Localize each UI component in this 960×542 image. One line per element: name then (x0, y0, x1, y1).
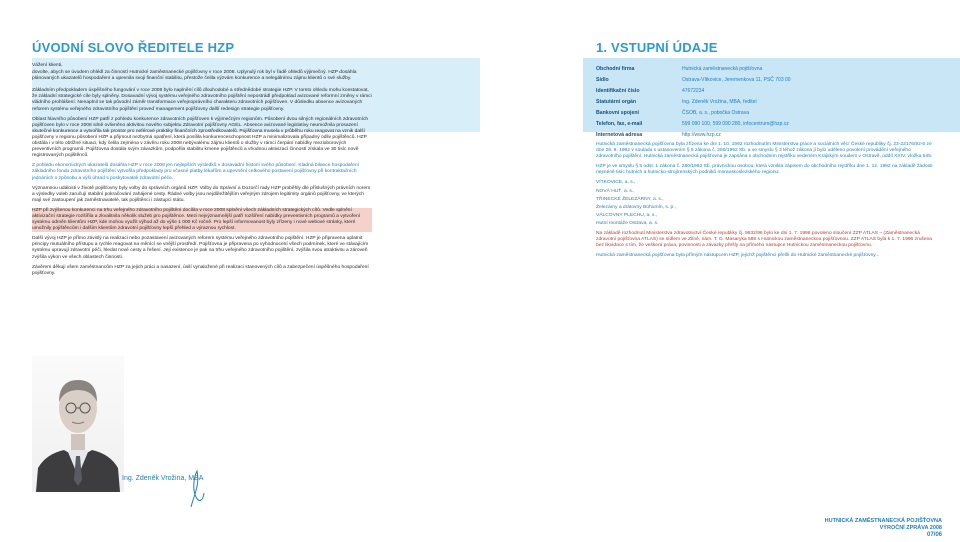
info-label: Statutární orgán (596, 98, 637, 105)
letter-paragraph: Z pohledu ekonomických ukazatelů dosáhla HZP v roce 2008 jen nejlepších výsledků v dosavadní historii svého působení. Kladná bilance hospodaření základního fondu zdravotního pojištění vytvořila předpoklady pro včasné platby lékařům a upevnění celkového postavení pojišťovny při kontraktačních jednáních o způsobu a výši úhrad s poskytovateli zdravotní péče. (32, 163, 359, 181)
section-title: 1. VSTUPNÍ ÚDAJE (596, 40, 718, 55)
director-name: Ing. Zdeněk Vrožina, MBA (122, 475, 204, 482)
info-row (596, 118, 956, 129)
info-label: Sídlo (596, 76, 609, 83)
page-title: ÚVODNÍ SLOVO ŘEDITELE HZP (32, 40, 235, 55)
page-number: 07/06 (926, 532, 942, 538)
letter-paragraph: Oblast hlavního působení HZP patří z pohledu konkurence zdravotních pojišťoven k výjimečným regionům. Působení dvou silných regionálních zdravotních pojišťoven bylo v roce 2008 silně ovlivněno aktivitou nového subjektu Zdravotní pojišťovny AGEL. Absence avizované legislativy neumožnila prosazení skutečné konkurence a vytvořila tak prostor pro neférové praktiky finančních zprostředkovatelů. Pojišťovna musela v průběhu roku reagovat na vznik další pojišťovny v regionu působení HZP a přijmout nezbytná opatření, která posílila konkurenceschopnost HZP a minimalizovala případný odliv pojištěnců. HZP obstála i v této obtížné situaci, kdy čelila zejména v závěru roku 2008 nebývalému zájmu klientů o služby v rámci čerpání nabídky mezioborových preventivních programů. Pojišťovna dostála svým závazkům, podpořila stabilitu kmene pojištěnců a vhodnou aktivizací činností získala ve 30 tisíc nově registrovaných pojištěnců. (32, 116, 369, 159)
founder-item: Hutní montáže Ostrava, a. s. (596, 220, 659, 226)
info-label: Bankovní spojení (596, 109, 639, 116)
info-label: Telefon, fax, e-mail (596, 120, 643, 127)
info-row (596, 85, 956, 96)
info-row (596, 63, 956, 74)
founder-item: Železárny a drátovny Bohumín, s. p., (596, 204, 676, 210)
salutation: Vážení klienti, (32, 63, 63, 68)
founder-item: NOVÁ HUŤ, a. s., (596, 188, 635, 194)
info-value: http://www.hzp.cz (682, 131, 721, 138)
footer-company: HUTNICKÁ ZAMĚSTNANECKÁ POJIŠŤOVNA (824, 518, 942, 524)
letter-paragraph: HZP při zvýšenou konkurenci na trhu veřejného zdravotního pojištění docílila v roce 2008 splnění všech základních strategických cílů. Vedle splnění aktivizační strategie rozšířila a zkvalitnila několik služeb pro pojištěnce. Mezi nejvýznamnější patří rozšíření nabídky preventivních programů a vytvoření systému odměn klientům HZP, kde mohou využít výhod až do výše 1 000 Kč ročně. Pro lepší informovanost byly zřízeny i nové webové stránky, které umožnily pojištěncům i dalším klientům zdravotní pojišťovny lepší přehled a výraznou rychlost. (32, 208, 372, 232)
info-row (596, 107, 956, 118)
letter-paragraph: Další vývoj HZP je přímo závislý na realizaci nebo pozastavení avizovaných reforem systému veřejného zdravotního pojištění. HZP je připravena uplatnit principy mutuálního přístupu a rychle reagovat na měnící se vnější prostředí. Pojišťovna je připravena po vyhodnocení všech podmínek, které ve stávajícím systému upravují zdravotní péči, hledat nové cesty a řešení. Její existence je pak na trhu veřejného zdravotního pojištění, zvýšila svou atraktivitu a zároveň zvýšila výkon ve všech oblastech činnosti. (32, 236, 369, 260)
info-value: Hutnická zaměstnanecká pojišťovna (682, 65, 763, 72)
founder-item: TŘINECKÉ ŽELEZÁRNY, a. s., (596, 196, 664, 202)
history-paragraph: Hutnická zaměstnanecká pojišťovna byla přímým nástupcem HZP, jejichž pojištěnci přešli do Hutnické zaměstnanecké pojišťovny... (596, 253, 880, 259)
director-letter (32, 63, 372, 281)
company-history (596, 142, 936, 263)
info-row (596, 96, 956, 107)
info-value: Ing. Zdeněk Vrožina, MBA, ředitel (682, 98, 757, 105)
company-info-table (596, 63, 956, 140)
history-paragraph: Na základě rozhodnutí Ministerstva zdravotnictví České republiky čj. 9632/96 bylo ke dni 1. 7. 1996 povoleno sloučení ZZP ATLAS – (Zaměstnanecká zdravotní pojišťovna ATLAS) se sídlem ve Zlíně, nám. T. G. Masaryka 588 s Hutnickou zaměstnaneckou pojišťovnou. ZZP ATLAS byla k 1. 7. 1996 zrušena bez likvidace s tím, že veškerá práva, povinnosti a závazky přešly na přímého nástupce Hutnickou zaměstnaneckou pojišťovnu. (596, 231, 933, 249)
info-value: 47672234 (682, 87, 705, 94)
info-row (596, 129, 956, 140)
founder-item: VÍTKOVICE, a. s., (596, 180, 636, 186)
letter-paragraph: dovolte, abych se úvodem ohlédl za činností Hutnické zaměstnanecké pojišťovny v roce 2008. Uplynulý rok byl v řadě ohledů výjimečný. HZP dosáhla plánovaných ukazatelů hospodaření a upevnila svoji finanční stabilitu, přestože čelila výzvám konkurence a nelegálnímu zájmu klientů o své služby. (32, 70, 357, 82)
letter-paragraph: Základním předpokladem úspěšného fungování v roce 2008 bylo naplnění cílů dlouhodobé a střednědobé strategie HZP. V tomto ohledu mohu konstatovat, že základní strategické cíle byly splněny. Dosavadní vývoj systému veřejného zdravotního pojištění nepostrádl předpoklad avizované reformní změny v rámci vládního prohlášení. Nenaplnil se tak původní záměr transformace veřejnoprávního charakteru zdravotních pojišťoven. V důsledku absence avizovaných reforem systému veřejného zdravotního pojištění proveď management pojišťovny další redesign strategie pojišťovny. (32, 88, 372, 112)
footer-report: VÝROČNÍ ZPRÁVA 2008 (879, 525, 942, 531)
info-value: 599 090 100, 599 090 280, infocentrum@hzp.cz (682, 120, 789, 127)
info-label: Internetová adresa (596, 131, 643, 138)
signature-icon (188, 467, 206, 509)
info-value: ČSOB, a. s., pobočka Ostrava (682, 109, 749, 116)
info-row (596, 74, 956, 85)
letter-paragraph: Závěrem děkuji všem zaměstnancům HZP za jejich práci a nasazení, úsilí vynaložené při realizaci stanovených cílů a zabezpečení úspěšného hospodaření pojišťovny. (32, 264, 369, 276)
director-portrait (32, 356, 124, 492)
history-paragraph: Hutnická zaměstnanecká pojišťovna byla zřízena ke dni 1. 10. 1992 rozhodnutím Ministerstva práce a sociálních věcí České republiky čj. 23-22176/92-5 ze dne 28. 9. 1992 v souladu s ustanovením § 5 zákona č. 280/1992 Sb. a ve smyslu § 3 téhož zákona jí bylo uděleno povolení provádění veřejného zdravotního pojištění. Hutnická zaměstnanecká pojišťovna je zapsána v obchodním rejstříku vedeném Krajským soudem v Ostravě, oddíl XXIV, vložka 545. (596, 142, 933, 160)
info-value: Ostrava-Vítkovice, Jeremenkova 11, PSČ 703 00 (682, 76, 791, 83)
page-footer (780, 518, 942, 539)
founder-item: VÁLCOVNY PLECHU, a. s., (596, 212, 658, 218)
letter-paragraph: Významnou události v životě pojišťovny byly volby do správních orgánů HZP. Volby do Správní a Dozorčí rady HZP proběhly dle příslušných právních norem a výsledky voleb zaručují stabilní pokračování zahájené cesty. Řádné volby jsou nejdůležitějším veřejným zdrojem legitimity orgánů pojišťovny, ve kterých mají své zastoupení jak zaměstnavatelé, tak pojištěnci i zástupci státu. (32, 185, 371, 203)
history-paragraph: HZP je ve smyslu § 5 odst. 1 zákona č. 280/1992 Sb. právnickou osobou, která vznikla zápisem do obchodního rejstříku dne 1. 12. 1992 na základě žádosti nejméně tisíc hutních a hutnicko-strojírenských podniků moravskoslezského regionu: (596, 164, 933, 176)
info-label: Identifikační číslo (596, 87, 640, 94)
right-page (480, 0, 960, 542)
info-label: Obchodní firma (596, 65, 635, 72)
